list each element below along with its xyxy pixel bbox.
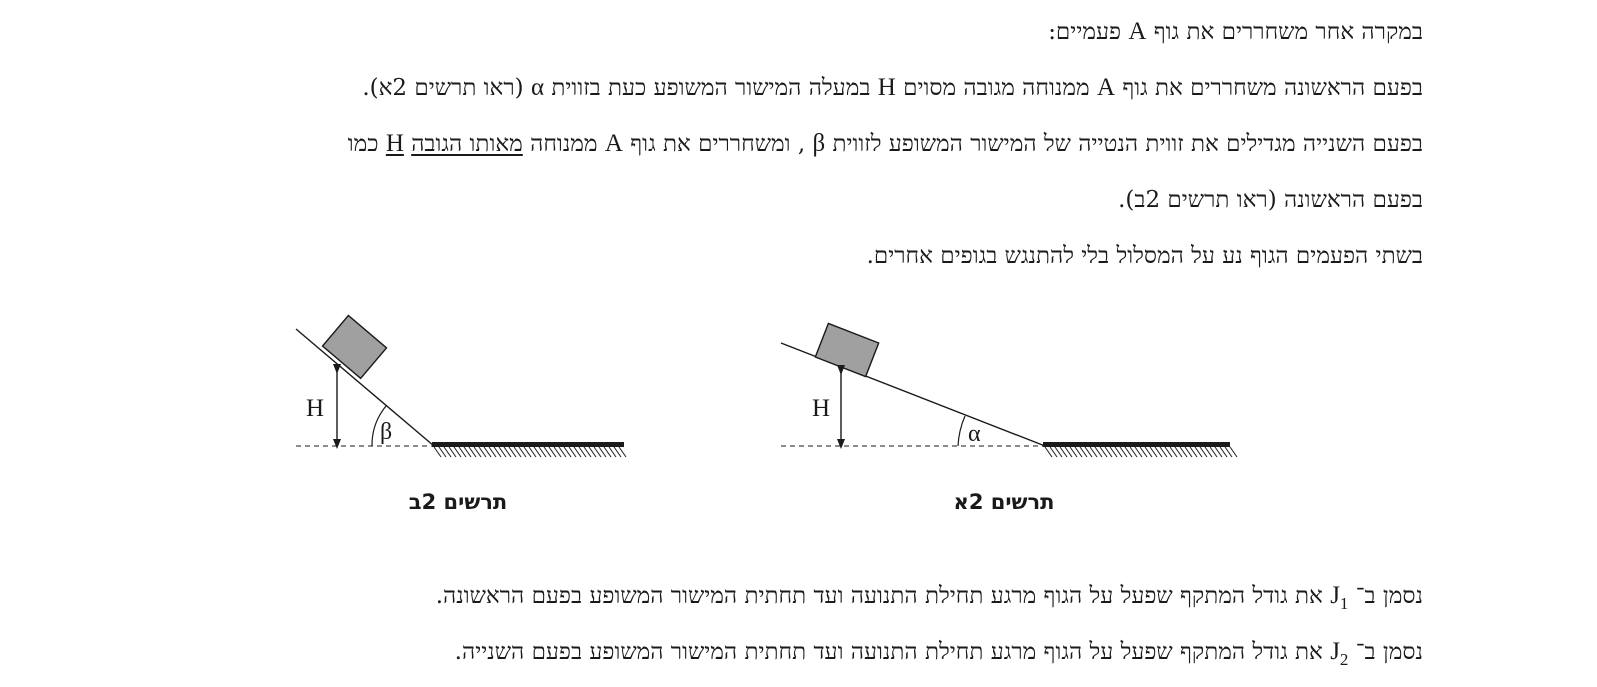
text-segment: פעמיים: — [1048, 19, 1122, 45]
figure-2a-caption: תרשים 2א — [953, 490, 1055, 514]
figure-2a-diagram — [781, 323, 1237, 457]
text-segment: במקרה אחר משחררים את גוף — [1153, 19, 1423, 45]
underlined-same-height: מאותו הגובה — [411, 131, 523, 157]
text-segment: את גודל המתקף שפעל על הגוף מרגע תחילת התנועה ועד תחתית המישור המשופע בפעם השנייה. — [454, 639, 1323, 665]
text-segment: ממנוחה מגובה מסוים — [903, 75, 1090, 101]
body-a-symbol: A — [604, 130, 623, 157]
impulse-j2-symbol: $J_2$ — [1330, 638, 1349, 669]
text-segment: ממנוחה — [530, 131, 598, 157]
ground-hatching — [434, 447, 626, 457]
angle-arc — [958, 416, 965, 446]
height-label: H — [306, 395, 325, 422]
text-segment: , ומשחררים את גוף — [630, 131, 806, 157]
block-a — [323, 316, 387, 379]
ground-surface — [1043, 442, 1230, 447]
text-segment: נסמן ב־ — [1355, 639, 1423, 665]
text-segment: במעלה המישור המשופע כעת בזווית — [551, 75, 871, 101]
text-segment: (ראו תרשים 2א). — [362, 75, 524, 101]
ground-hatching — [1045, 447, 1237, 457]
beta-symbol: β — [812, 130, 826, 157]
impulse-j1-symbol: $J_1$ — [1330, 582, 1349, 613]
text-segment: כמו — [347, 131, 379, 157]
paragraph-line-6 — [436, 580, 1423, 620]
text-segment: בפעם השנייה מגדילים את זווית הנטייה של המישור המשופע לזווית — [832, 131, 1423, 157]
height-label: H — [812, 395, 831, 422]
body-a-symbol: A — [1096, 74, 1115, 101]
figure-2b-caption: תרשים 2ב — [408, 490, 508, 514]
block-a — [815, 323, 878, 376]
text-segment: בפעם הראשונה משחררים את גוף — [1122, 75, 1423, 101]
body-a-symbol: A — [1128, 18, 1147, 45]
paragraph-line-4: בפעם הראשונה (ראו תרשים 2ב). — [1118, 187, 1423, 213]
paragraph-line-5: בשתי הפעמים הגוף נע על המסלול בלי להתנגש בגופים אחרים. — [866, 243, 1423, 269]
ground-surface — [432, 442, 624, 447]
height-symbol-underlined: H — [385, 130, 404, 157]
paragraph-line-7 — [455, 636, 1423, 676]
figure-2b-diagram — [296, 316, 626, 457]
angle-label-alpha: α — [968, 421, 981, 447]
height-symbol: H — [877, 74, 896, 101]
angle-label-beta: β — [380, 419, 393, 445]
alpha-symbol: α — [530, 74, 545, 101]
text-segment: נסמן ב־ — [1355, 583, 1423, 609]
text-segment: את גודל המתקף שפעל על הגוף מרגע תחילת התנועה ועד תחתית המישור המשופע בפעם הראשונה. — [435, 583, 1323, 609]
